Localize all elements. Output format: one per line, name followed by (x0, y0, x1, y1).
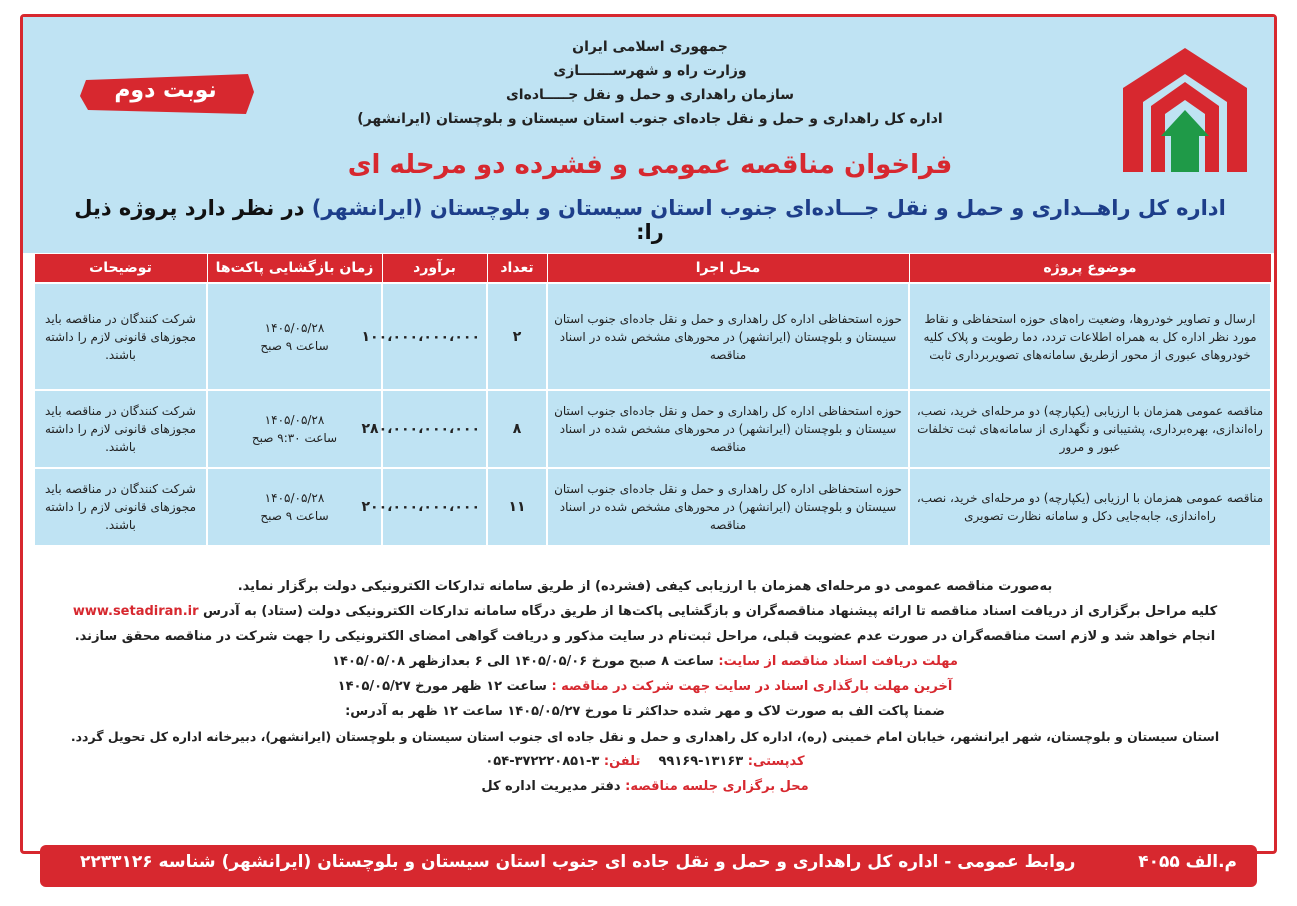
projects-table (33, 253, 1272, 547)
postal-value: ۱۳۱۶۳-۹۹۱۶۹ (658, 754, 744, 769)
col-header-count: تعداد (487, 254, 547, 284)
venue-value: دفتر مدیریت اداره کل (481, 779, 621, 794)
table-row (34, 283, 1271, 390)
cell-estimate: ۲۰۰،۰۰۰،۰۰۰،۰۰۰ (382, 468, 487, 546)
header-line-office: اداره کل راهداری و حمل و نقل جاده‌ای جنوب استان سیستان و بلوچستان (ایرانشهر) (357, 111, 943, 127)
cell-count: ۲ (487, 283, 547, 390)
col-header-location: محل اجرا (547, 254, 909, 284)
col-header-opening: زمان بازگشایی پاکت‌ها (207, 254, 382, 284)
opening-time: ساعت ۹:۳۰ صبح (251, 431, 338, 445)
body-paragraph-method: به‌صورت مناقصه عمومی دو مرحله‌ای همزمان با ارزیابی کیفی (فشرده) از طریق سامانه تدارکات الکترونیکی دولت برگزار نماید. (237, 579, 1053, 594)
cell-subject: مناقصه عمومی همزمان با ارزیابی (یکپارچه) دو مرحله‌ای خرید، نصب، راه‌اندازی، بهره‌برداری، پشتیبانی و نگهداری از سامانه‌های ثبت تخلفات عبور و مرور (909, 390, 1271, 468)
cell-count: ۸ (487, 390, 547, 468)
footer-public-relations: روابط عمومی - اداره کل راهداری و حمل و نقل جاده ای جنوب استان سیستان و بلوچستان (ایرانشهر) (221, 852, 1076, 872)
subtitle-tail: در نظر دارد پروژه ذیل را: (74, 196, 664, 244)
deadline-value: ساعت ۸ صبح مورخ ۱۴۰۵/۰۵/۰۶ الی ۶ بعدازظهر ۱۴۰۵/۰۵/۰۸ (332, 654, 714, 669)
footer-code: م.الف ۴۰۵۵ (1138, 852, 1237, 872)
cell-location: حوزه استحفاظی اداره کل راهداری و حمل و نقل جاده‌ای جنوب استان سیستان و بلوچستان (ایرانشهر) در محورهای مشخص شده در اسناد مناقصه (547, 283, 909, 390)
cell-location: حوزه استحفاظی اداره کل راهداری و حمل و نقل جاده‌ای جنوب استان سیستان و بلوچستان (ایرانشهر) در محورهای مشخص شده در اسناد مناقصه (547, 390, 909, 468)
body-deadline (40, 649, 1250, 674)
notice-body (40, 574, 1250, 799)
badge-label: نوبت دوم (114, 78, 217, 103)
phone-label: تلفن: (603, 754, 641, 769)
venue-label: محل برگزاری جلسه مناقصه: (625, 779, 809, 794)
opening-date: ۱۴۰۵/۰۵/۲۸ (264, 413, 325, 427)
cell-opening (207, 390, 382, 468)
page-subtitle (60, 196, 1240, 244)
cell-estimate: ۱۰۰،۰۰۰،۰۰۰،۰۰۰ (382, 283, 487, 390)
cell-subject: ارسال و تصاویر خودروها، وضعیت راه‌های حوزه استحفاظی و نقاط مورد نظر اداره کل به همراه اطلاعات تردد، دما رطوبت و پلاک کلیه خودروهای عبوری از محور ازطریق سامانه‌های تصویربرداری ثابت (909, 283, 1271, 390)
cell-notes: شرکت کنندگان در مناقصه باید مجوزهای قانونی لازم را داشته باشند. (34, 468, 207, 546)
opening-time: ساعت ۹ صبح (260, 338, 329, 353)
portal-text: کلیه مراحل برگزاری از دریافت اسناد مناقصه تا ارائه پیشنهاد مناقصه‌گران و بازگشایی پاکت‌ها از طریق درگاه سامانه تدارکات الکترونیکی دولت (ستاد) به آدرس (203, 604, 1218, 619)
cell-estimate: ۲۸۰،۰۰۰،۰۰۰،۰۰۰ (382, 390, 487, 468)
phone-value: ۳-۳۷۲۲۲۰۸۵۱-۰۵۴ (485, 754, 600, 769)
body-envelope: ضمنا پاکت الف به صورت لاک و مهر شده حداکثر تا مورخ ۱۴۰۵/۰۵/۲۷ ساعت ۱۲ ظهر به آدرس: (345, 704, 945, 719)
footer-id: شناسه ۲۲۳۳۱۲۶ (80, 852, 216, 872)
cell-notes: شرکت کنندگان در مناقصه باید مجوزهای قانونی لازم را داشته باشند. (34, 283, 207, 390)
col-header-estimate: برآورد (382, 254, 487, 284)
table-row (34, 468, 1271, 546)
postal-label: کدپستی: (747, 754, 805, 769)
col-header-notes: توضیحات (34, 254, 207, 284)
opening-date: ۱۴۰۵/۰۵/۲۸ (264, 320, 325, 335)
subtitle-office: اداره کل راهــداری و حمل و نقل جـــاده‌ای جنوب استان سیستان و بلوچستان (ایرانشهر) (311, 196, 1226, 220)
website-link[interactable]: www.setadiran.ir (72, 604, 199, 619)
body-contact (40, 749, 1250, 774)
body-address: استان سیستان و بلوچستان، شهر ایرانشهر، خیابان امام خمینی (ره)، اداره کل راهداری و حمل و نقل جاده ای جنوب استان سیستان و بلوچستان (ایرانشهر)، دبیرخانه اداره کل تحویل گردد. (70, 729, 1220, 744)
body-upload-deadline (40, 674, 1250, 699)
cell-notes: شرکت کنندگان در مناقصه باید مجوزهای قانونی لازم را داشته باشند. (34, 390, 207, 468)
opening-date: ۱۴۰۵/۰۵/۲۸ (264, 491, 325, 505)
cell-count: ۱۱ (487, 468, 547, 546)
cell-opening (207, 283, 382, 390)
header-line-organization: سازمان راهداری و حمل و نقل جـــــاده‌ای (505, 87, 795, 103)
col-header-subject: موضوع پروژه (909, 254, 1271, 284)
table-row (34, 390, 1271, 468)
upload-label: آخرین مهلت بارگذاری اسناد در سایت جهت شرکت در مناقصه : (551, 679, 953, 694)
upload-value: ساعت ۱۲ ظهر مورخ ۱۴۰۵/۰۵/۲۷ (337, 679, 547, 694)
cell-subject: مناقصه عمومی همزمان با ارزیابی (یکپارچه) دو مرحله‌ای خرید، نصب، راه‌اندازی، جابه‌جایی دکل و سامانه نظارت تصویری (909, 468, 1271, 546)
table-header-row (34, 254, 1271, 284)
road-organization-logo (1115, 40, 1255, 180)
header-lines (300, 35, 1000, 131)
body-paragraph-portal (40, 599, 1250, 624)
header-line-ministry: وزارت راه و شهرســـــــازی (553, 63, 747, 79)
body-paragraph-registration: انجام خواهد شد و لازم است مناقصه‌گران در صورت عدم عضویت قبلی، مراحل ثبت‌نام در سایت مذکور و دریافت گواهی امضای الکترونیکی را جهت شرکت در مناقصه محقق سازند. (74, 629, 1216, 644)
page-title: فراخوان مناقصه عمومی و فشرده دو مرحله ای (347, 150, 953, 180)
header-line-country: جمهوری اسلامی ایران (572, 39, 728, 55)
body-venue (40, 774, 1250, 799)
cell-opening (207, 468, 382, 546)
deadline-label: مهلت دریافت اسناد مناقصه از سایت: (718, 654, 958, 669)
cell-location: حوزه استحفاظی اداره کل راهداری و حمل و نقل جاده‌ای جنوب استان سیستان و بلوچستان (ایرانشهر) در محورهای مشخص شده در اسناد مناقصه (547, 468, 909, 546)
opening-time: ساعت ۹ صبح (260, 509, 329, 523)
